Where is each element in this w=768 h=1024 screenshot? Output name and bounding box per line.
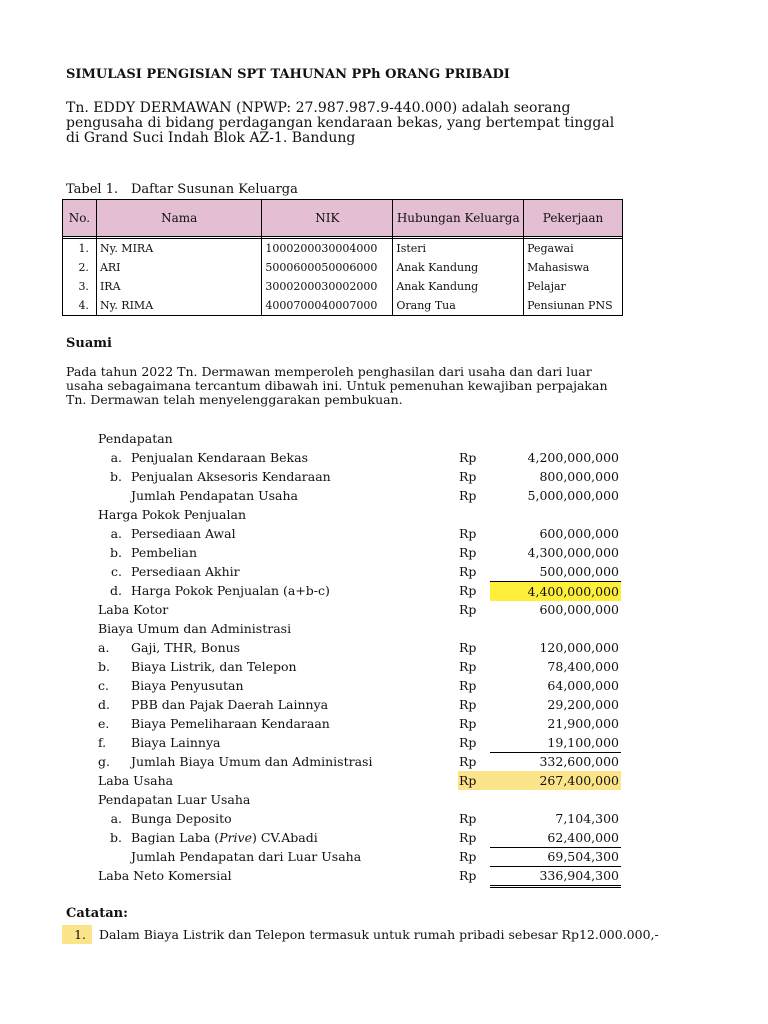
cell-hubungan: Isteri: [393, 239, 524, 259]
statement-row: [0, 638, 768, 657]
item-label: Bagian Laba (Prive) CV.Abadi: [131, 830, 318, 845]
item-label: Bunga Deposito: [131, 811, 232, 826]
item-amount: 69,504,300: [547, 849, 619, 864]
document-title: SIMULASI PENGISIAN SPT TAHUNAN PPh ORANG PRIBADI: [66, 67, 510, 82]
item-amount: 800,000,000: [539, 469, 619, 484]
item-label: Laba Kotor: [98, 602, 169, 617]
item-letter: b.: [110, 469, 122, 484]
currency-label: Rp: [459, 564, 477, 579]
item-label: Laba Usaha: [98, 773, 174, 788]
col-header-no: No.: [63, 200, 97, 237]
cell-nama: ARI: [96, 258, 261, 277]
currency-label: Rp: [459, 659, 477, 674]
item-label: Biaya Pemeliharaan Kendaraan: [131, 716, 330, 731]
item-amount: 5,000,000,000: [527, 488, 619, 503]
item-amount: 4,400,000,000: [527, 584, 619, 599]
cell-hubungan: Anak Kandung: [393, 277, 524, 296]
item-amount: 29,200,000: [547, 697, 619, 712]
heading-hpp: Harga Pokok Penjualan: [98, 507, 247, 522]
cell-nik: 5000600050006000: [262, 258, 393, 277]
item-label: Biaya Lainnya: [131, 735, 221, 750]
item-label: Harga Pokok Penjualan (a+b-c): [131, 583, 330, 598]
notes-heading: Catatan:: [66, 906, 128, 921]
cell-hubungan: Anak Kandung: [393, 258, 524, 277]
statement-row: [0, 543, 768, 562]
currency-label: Rp: [459, 450, 477, 465]
table-row: [63, 277, 623, 296]
item-amount: 21,900,000: [547, 716, 619, 731]
table-row: [63, 258, 623, 277]
col-header-pekerjaan: Pekerjaan: [524, 200, 623, 237]
col-header-nama: Nama: [96, 200, 261, 237]
currency-label: Rp: [459, 830, 477, 845]
item-letter: b.: [98, 659, 110, 674]
heading-biaya: Biaya Umum dan Administrasi: [98, 621, 292, 636]
statement-row: [0, 619, 768, 638]
item-amount: 120,000,000: [539, 640, 619, 655]
cell-nama: Ny. MIRA: [96, 239, 261, 259]
statement-row: [0, 467, 768, 486]
intro-paragraph: Tn. EDDY DERMAWAN (NPWP: 27.987.987.9-440.000) adalah seorang pengusaha di bidang perdagangan kendaraan bekas, yang bertempat tinggal di Grand Suci Indah Blok AZ-1. Bandung: [66, 100, 615, 146]
item-letter: a.: [110, 526, 122, 541]
currency-label: Rp: [459, 583, 477, 598]
item-letter: c.: [98, 678, 109, 693]
heading-luar-usaha: Pendapatan Luar Usaha: [98, 792, 251, 807]
currency-label: Rp: [459, 811, 477, 826]
item-letter: b.: [110, 830, 122, 845]
statement-row: [0, 866, 768, 885]
currency-label: Rp: [459, 488, 477, 503]
item-letter: c.: [111, 564, 122, 579]
item-label: Gaji, THR, Bonus: [131, 640, 241, 655]
item-amount: 332,600,000: [539, 754, 619, 769]
item-letter: a.: [110, 450, 122, 465]
statement-row: [0, 809, 768, 828]
table-label: Tabel 1.: [66, 182, 119, 197]
table-row: [63, 239, 623, 259]
item-letter: a.: [110, 811, 122, 826]
table-caption: Daftar Susunan Keluarga: [131, 182, 298, 197]
statement-row: [0, 676, 768, 695]
cell-pekerjaan: Pelajar: [524, 277, 623, 296]
item-label: Penjualan Aksesoris Kendaraan: [131, 469, 331, 484]
cell-no: 2.: [63, 258, 97, 277]
item-amount: 78,400,000: [547, 659, 619, 674]
item-amount: 64,000,000: [547, 678, 619, 693]
item-label: Jumlah Pendapatan dari Luar Usaha: [131, 849, 362, 864]
statement-row: [0, 429, 768, 448]
statement-row: [0, 752, 768, 771]
cell-nik: 1000200030004000: [262, 239, 393, 259]
item-amount: 4,300,000,000: [527, 545, 619, 560]
item-amount: 336,904,300: [539, 868, 619, 883]
item-amount: 600,000,000: [539, 602, 619, 617]
statement-row: [0, 847, 768, 866]
statement-row: [0, 771, 768, 790]
currency-label: Rp: [459, 868, 477, 883]
statement-row: [0, 600, 768, 619]
currency-label: Rp: [459, 678, 477, 693]
currency-label: Rp: [459, 754, 477, 769]
statement-row: [0, 828, 768, 847]
currency-label: Rp: [459, 716, 477, 731]
statement-row: [0, 657, 768, 676]
note-text: Dalam Biaya Listrik dan Telepon termasuk untuk rumah pribadi sebesar Rp12.000.000,-: [99, 927, 659, 942]
family-table: [62, 199, 623, 316]
cell-pekerjaan: Mahasiswa: [524, 258, 623, 277]
cell-pekerjaan: Pegawai: [524, 239, 623, 259]
statement-row: [0, 505, 768, 524]
cell-nama: Ny. RIMA: [96, 296, 261, 316]
currency-label: Rp: [459, 526, 477, 541]
cell-nama: IRA: [96, 277, 261, 296]
item-label: Jumlah Pendapatan Usaha: [131, 488, 298, 503]
item-amount: 62,400,000: [547, 830, 619, 845]
item-letter: e.: [98, 716, 110, 731]
item-label: Jumlah Biaya Umum dan Administrasi: [131, 754, 373, 769]
col-header-nik: NIK: [262, 200, 393, 237]
item-amount: 7,104,300: [555, 811, 619, 826]
currency-label: Rp: [459, 602, 477, 617]
cell-pekerjaan: Pensiunan PNS: [524, 296, 623, 316]
item-amount: 500,000,000: [539, 564, 619, 579]
statement-row: [0, 790, 768, 809]
statement-row: [0, 448, 768, 467]
cell-hubungan: Orang Tua: [393, 296, 524, 316]
item-label: Persediaan Akhir: [131, 564, 240, 579]
currency-label: Rp: [459, 469, 477, 484]
item-letter: a.: [98, 640, 110, 655]
item-amount: 19,100,000: [547, 735, 619, 750]
item-letter: f.: [98, 735, 107, 750]
statement-row: [0, 486, 768, 505]
currency-label: Rp: [459, 697, 477, 712]
item-letter: b.: [110, 545, 122, 560]
statement-row: [0, 581, 768, 600]
item-amount: 267,400,000: [539, 773, 619, 788]
description-paragraph: Pada tahun 2022 Tn. Dermawan memperoleh penghasilan dari usaha dan dari luar usaha sebagaimana tercantum dibawah ini. Untuk pemenuhan kewajiban perpajakan Tn. Dermawan telah menyelenggarakan pembukuan.: [66, 364, 608, 407]
item-amount: 600,000,000: [539, 526, 619, 541]
item-label: Biaya Listrik, dan Telepon: [131, 659, 297, 674]
item-letter: d.: [110, 583, 122, 598]
currency-label: Rp: [459, 773, 477, 788]
item-label: Persediaan Awal: [131, 526, 236, 541]
item-label: Pembelian: [131, 545, 197, 560]
table-row: [63, 296, 623, 316]
heading-pendapatan: Pendapatan: [98, 431, 173, 446]
item-amount: 4,200,000,000: [527, 450, 619, 465]
cell-no: 4.: [63, 296, 97, 316]
item-label: Laba Neto Komersial: [98, 868, 232, 883]
currency-label: Rp: [459, 545, 477, 560]
item-letter: g.: [98, 754, 110, 769]
statement-row: [0, 695, 768, 714]
currency-label: Rp: [459, 640, 477, 655]
item-label: PBB dan Pajak Daerah Lainnya: [131, 697, 329, 712]
statement-row: [0, 562, 768, 581]
statement-row: [0, 733, 768, 752]
item-label: Penjualan Kendaraan Bekas: [131, 450, 308, 465]
statement-row: [0, 714, 768, 733]
note-number: 1.: [62, 925, 92, 944]
currency-label: Rp: [459, 849, 477, 864]
currency-label: Rp: [459, 735, 477, 750]
item-label: Biaya Penyusutan: [131, 678, 244, 693]
cell-no: 1.: [63, 239, 97, 259]
col-header-hubungan: Hubungan Keluarga: [393, 200, 524, 237]
cell-nik: 3000200030002000: [262, 277, 393, 296]
statement-row: [0, 524, 768, 543]
cell-no: 3.: [63, 277, 97, 296]
item-letter: d.: [98, 697, 110, 712]
section-heading-suami: Suami: [66, 336, 112, 351]
cell-nik: 4000700040007000: [262, 296, 393, 316]
